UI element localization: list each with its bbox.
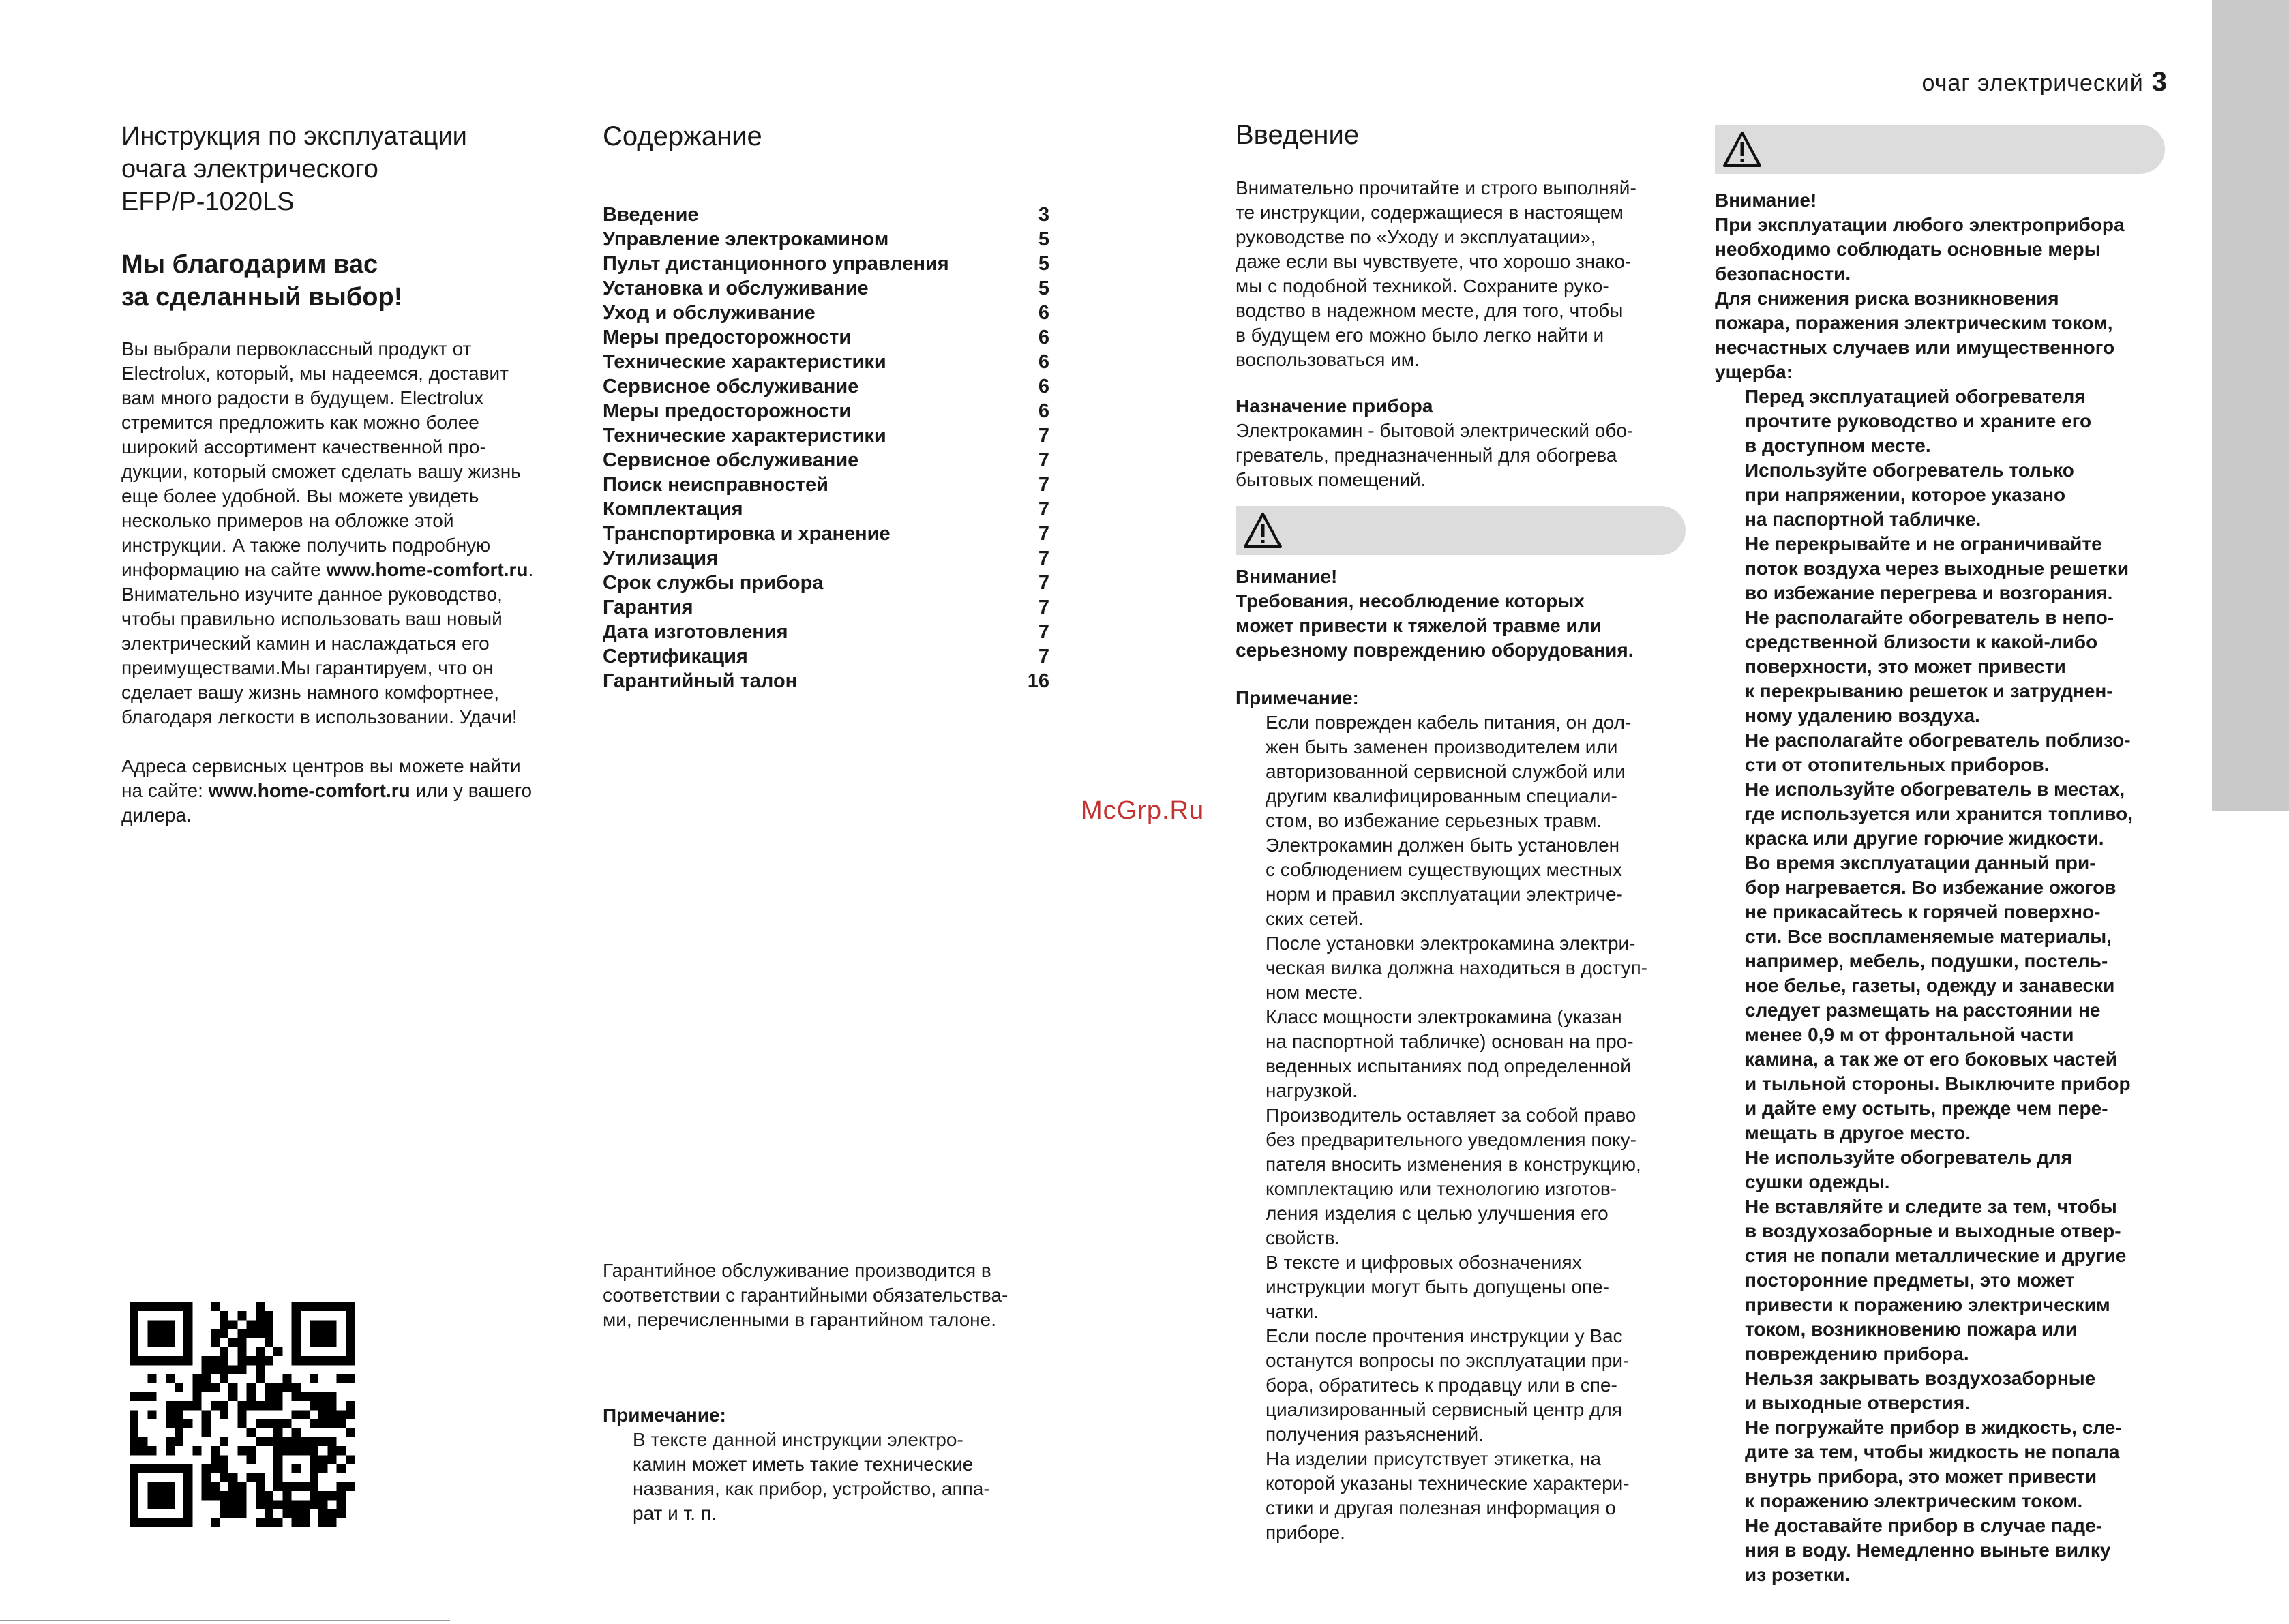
- text-line: Не используйте обогреватель для: [1745, 1147, 2072, 1168]
- text-line: и выходные отверстия.: [1745, 1392, 1970, 1413]
- toc-item-label: Меры предосторожности: [603, 327, 852, 348]
- text-line: греватель, предназначенный для обогрева: [1236, 445, 1617, 466]
- text-line: Если поврежден кабель питания, он дол-: [1266, 712, 1632, 733]
- text-line: даже если вы чувствуете, что хорошо знако-: [1236, 251, 1632, 272]
- toc-item-label: Пульт дистанционного управления: [603, 253, 949, 275]
- text-line: веденных испытаниях под определенной: [1266, 1055, 1631, 1077]
- text-line: к перекрыванию решеток и затруднен-: [1745, 680, 2113, 702]
- note-label: Примечание:: [603, 1404, 726, 1426]
- text-line: средственной близости к какой-либо: [1745, 631, 2098, 652]
- text-line: на паспортной табличке.: [1745, 509, 1981, 530]
- text-line: Электрокамин должен быть установлен: [1266, 834, 1620, 856]
- toc-item-label: Гарантия: [603, 597, 693, 618]
- text-line: поток воздуха через выходные решетки: [1745, 558, 2129, 579]
- text-line: на сайте:: [121, 780, 209, 801]
- note-items: [1236, 710, 1686, 1545]
- text-line: и дайте ему остыть, прежде чем пере-: [1745, 1098, 2108, 1119]
- text-line: ления изделия с целью улучшения его: [1266, 1203, 1609, 1224]
- text-line: соответствии с гарантийными обязательства-: [603, 1284, 1008, 1306]
- text-line: сти. Все воспламеняемые материалы,: [1745, 926, 2112, 947]
- text-punct: .: [528, 559, 534, 580]
- text-line: водство в надежном месте, для того, чтобы: [1236, 300, 1624, 321]
- purpose-block: [1236, 394, 1686, 492]
- toc-item-page: 16: [1027, 670, 1049, 692]
- text-line: в доступном месте.: [1745, 435, 1931, 456]
- thanks-line: Мы благодарим вас: [121, 250, 378, 279]
- text-line: где используется или хранится топливо,: [1745, 803, 2133, 824]
- text-line: Внимание!: [1236, 566, 1338, 587]
- toc-item-label: Срок службы прибора: [603, 572, 824, 594]
- text-line: другим квалифицированным специали-: [1266, 785, 1617, 807]
- toc-item-page: 7: [1038, 474, 1049, 496]
- text-line: После установки электрокамина электри-: [1266, 933, 1636, 954]
- toc-item[interactable]: [603, 399, 1049, 423]
- text-line: ских сетей.: [1266, 908, 1364, 929]
- text-line: не прикасайтесь к горячей поверхно-: [1745, 901, 2101, 922]
- text-line: чатки.: [1266, 1301, 1319, 1322]
- toc-item[interactable]: [603, 644, 1049, 669]
- text-line: комплектацию или технологию изготов-: [1266, 1178, 1617, 1199]
- text-line: Нельзя закрывать воздухозаборные: [1745, 1368, 2096, 1389]
- page-header: [1922, 67, 2168, 97]
- toc-item-label: Сервисное обслуживание: [603, 449, 859, 471]
- text-line: менее 0,9 м от фронтальной части: [1745, 1024, 2074, 1045]
- toc-item-label: Транспортировка и хранение: [603, 523, 891, 545]
- text-line: ному удалению воздуха.: [1745, 705, 1980, 726]
- text-line: стики и другая полезная информация о: [1266, 1497, 1616, 1518]
- doc-title-line: EFP/P-1020LS: [121, 187, 295, 216]
- text-line: чтобы правильно использовать ваш новый: [121, 608, 503, 629]
- toc-item-label: Гарантийный талон: [603, 670, 798, 692]
- text-line: Перед эксплуатацией обогревателя: [1745, 386, 2086, 407]
- warning-triangle-icon: [1722, 130, 1763, 168]
- toc-item-page: 6: [1038, 327, 1049, 348]
- toc-item-label: Дата изготовления: [603, 621, 788, 643]
- toc-title: Содержание: [603, 121, 762, 151]
- text-line: норм и правил эксплуатации электриче-: [1266, 884, 1623, 905]
- toc-item-page: 7: [1038, 572, 1049, 594]
- toc-item-label: Комплектация: [603, 498, 743, 520]
- intro-title: Введение: [1236, 120, 1360, 150]
- text-line: ми, перечисленными в гарантийном талоне.: [603, 1309, 996, 1330]
- text-line: несколько примеров на обложке этой: [121, 510, 454, 531]
- text-line: Производитель оставляет за собой право: [1266, 1104, 1636, 1126]
- text-line: Не располагайте обогреватель поблизо-: [1745, 730, 2131, 751]
- side-tab: [2212, 0, 2289, 811]
- text-line: к поражению электрическим током.: [1745, 1490, 2083, 1512]
- text-line: руководстве по «Уходу и эксплуатации»,: [1236, 226, 1596, 247]
- text-line: На изделии присутствует этикетка, на: [1266, 1448, 1601, 1469]
- text-line: Electrolux, который, мы надеемся, доставит: [121, 363, 509, 384]
- text-line: может привести к тяжелой травме или: [1236, 615, 1602, 636]
- toc-item[interactable]: [603, 252, 1049, 276]
- toc-item[interactable]: [603, 325, 1049, 350]
- text-line: Внимательно прочитайте и строго выполняй-: [1236, 177, 1636, 198]
- text-line: во избежание перегрева и возгорания.: [1745, 582, 2113, 603]
- toc-item-label: Установка и обслуживание: [603, 277, 869, 299]
- toc-item[interactable]: [603, 669, 1049, 693]
- text-line: сти от отопительных приборов.: [1745, 754, 2050, 775]
- warranty-text: [603, 1259, 1053, 1332]
- toc-item-page: 7: [1038, 547, 1049, 569]
- text-line: рат и т. п.: [633, 1503, 717, 1524]
- page-number: 3: [2151, 67, 2168, 97]
- text-line: Гарантийное обслуживание производится в: [603, 1260, 991, 1281]
- toc-item[interactable]: [603, 546, 1049, 571]
- thanks-heading: [121, 248, 571, 314]
- text-line: информацию на сайте: [121, 559, 327, 580]
- toc-item-page: 7: [1038, 449, 1049, 471]
- toc-item-label: Поиск неисправностей: [603, 474, 829, 496]
- text-line: внутрь прибора, это может привести: [1745, 1466, 2097, 1487]
- text-line: и тыльной стороны. Выключите прибор: [1745, 1073, 2131, 1094]
- text-line: авторизованной сервисной службой или: [1266, 761, 1626, 782]
- toc-item-label: Сервисное обслуживание: [603, 376, 859, 397]
- note-label: Примечание:: [1236, 687, 1359, 708]
- text-line: электрический камин и наслаждаться его: [121, 633, 490, 654]
- toc-item-page: 7: [1038, 597, 1049, 618]
- text-line: на паспортной табличке) основан на про-: [1266, 1031, 1634, 1052]
- text-line: останутся вопросы по эксплуатации при-: [1266, 1350, 1630, 1371]
- text-line: жен быть заменен производителем или: [1266, 736, 1618, 757]
- website-link[interactable]: www.home-comfort.ru: [208, 780, 410, 801]
- toc-item-page: 6: [1038, 351, 1049, 373]
- toc-item-label: Технические характеристики: [603, 351, 886, 373]
- toc-item[interactable]: [603, 202, 1049, 227]
- toc-item[interactable]: [603, 497, 1049, 522]
- toc-item-label: Введение: [603, 204, 699, 226]
- text-line: безопасности.: [1715, 263, 1851, 284]
- text-line: несчастных случаев или имущественного: [1715, 337, 2115, 358]
- text-line: приборе.: [1266, 1522, 1345, 1543]
- text-line: при напряжении, которое указано: [1745, 484, 2066, 505]
- intro-body: [1236, 176, 1686, 372]
- text-line: необходимо соблюдать основные меры: [1715, 239, 2101, 260]
- watermark: McGrp.Ru: [1081, 796, 1205, 825]
- text-line: Электрокамин - бытовой электрический обо-: [1236, 420, 1634, 441]
- text-line: ном месте.: [1266, 982, 1363, 1003]
- purpose-label: Назначение прибора: [1236, 395, 1433, 417]
- text-line: Внимание!: [1715, 190, 1817, 211]
- text-line: стом, во избежание серьезных травм.: [1266, 810, 1602, 831]
- text-line: из розетки.: [1745, 1564, 1851, 1585]
- warning-triangle-icon: [1242, 511, 1283, 550]
- toc-note: [603, 1403, 1053, 1526]
- text-line: Не перекрывайте и не ограничивайте: [1745, 533, 2102, 554]
- toc-item-page: 7: [1038, 621, 1049, 643]
- safety-lead: [1715, 188, 2165, 385]
- text-line: ное белье, газеты, одежду и занавески: [1745, 975, 2115, 996]
- text-line: Не располагайте обогреватель в непо-: [1745, 607, 2114, 628]
- toc-item[interactable]: [603, 301, 1049, 325]
- toc-item[interactable]: [603, 522, 1049, 546]
- safety-block: [1715, 188, 2165, 1587]
- text-line: стия не попали металлические и другие: [1745, 1245, 2127, 1266]
- text-line: пожара, поражения электрическим током,: [1715, 312, 2113, 333]
- text-line: бор нагревается. Во избежание ожогов: [1745, 877, 2116, 898]
- text-line: ческая вилка должна находиться в доступ-: [1266, 957, 1647, 978]
- text-line: дилера.: [121, 805, 192, 826]
- text-line: серьезному повреждению оборудования.: [1236, 640, 1634, 661]
- text-line: Если после прочтения инструкции у Вас: [1266, 1325, 1623, 1347]
- toc-item-label: Управление электрокамином: [603, 228, 889, 250]
- text-line: повреждению прибора.: [1745, 1343, 1969, 1364]
- text-line: или у вашего: [410, 780, 533, 801]
- text-line: те инструкции, содержащиеся в настоящем: [1236, 202, 1624, 223]
- toc-item-page: 7: [1038, 646, 1049, 667]
- toc-item[interactable]: [603, 472, 1049, 497]
- toc-item[interactable]: [603, 448, 1049, 472]
- note-body: [603, 1428, 1053, 1526]
- text-line: Не доставайте прибор в случае паде-: [1745, 1515, 2103, 1536]
- text-line: нагрузкой.: [1266, 1080, 1358, 1101]
- toc-item[interactable]: [603, 227, 1049, 252]
- text-line: сушки одежды.: [1745, 1171, 1890, 1192]
- text-line: мы с подобной техникой. Сохраните руко-: [1236, 275, 1609, 297]
- text-line: В тексте и цифровых обозначениях: [1266, 1252, 1582, 1273]
- thanks-line: за сделанный выбор!: [121, 283, 403, 312]
- toc-item-label: Технические характеристики: [603, 425, 886, 447]
- text-line: Адреса сервисных центров вы можете найти: [121, 755, 521, 777]
- text-line: в будущем его можно было легко найти и: [1236, 325, 1604, 346]
- intro-paragraph-2: [121, 754, 571, 828]
- text-line: стремится предложить как можно более: [121, 412, 479, 433]
- text-line: сделает вашу жизнь намного комфортнее,: [121, 682, 499, 703]
- text-line: с соблюдением существующих местных: [1266, 859, 1622, 880]
- text-line: мещать в другое место.: [1745, 1122, 1971, 1143]
- text-line: воспользоваться им.: [1236, 349, 1420, 370]
- text-line: Не вставляйте и следите за тем, чтобы: [1745, 1196, 2117, 1217]
- text-line: ущерба:: [1715, 361, 1793, 382]
- text-line: еще более удобной. Вы можете увидеть: [121, 485, 479, 507]
- text-line: краска или другие горючие жидкости.: [1745, 828, 2104, 849]
- header-title: очаг электрический: [1921, 70, 2144, 96]
- text-line: получения разъяснений.: [1266, 1424, 1484, 1445]
- text-line: названия, как прибор, устройство, аппа-: [633, 1478, 990, 1499]
- toc-item-label: Утилизация: [603, 547, 719, 569]
- intro-paragraphs: [121, 337, 571, 852]
- footer-rule: [0, 1620, 450, 1621]
- toc-item[interactable]: [603, 374, 1049, 399]
- text-line: Не используйте обогреватель в местах,: [1745, 779, 2125, 800]
- doc-title-line: Инструкция по эксплуатации: [121, 122, 467, 151]
- text-line: бора, обратитесь к продавцу или в спе-: [1266, 1374, 1617, 1396]
- toc-item-page: 5: [1038, 228, 1049, 250]
- text-line: Требования, несоблюдение которых: [1236, 590, 1585, 612]
- text-line: которой указаны технические характери-: [1266, 1473, 1630, 1494]
- text-line: следует размещать на расстоянии не: [1745, 999, 2101, 1021]
- toc-item-page: 6: [1038, 400, 1049, 422]
- toc-item-page: 7: [1038, 523, 1049, 545]
- website-link[interactable]: www.home-comfort.ru: [326, 559, 528, 580]
- intro-note: [1236, 686, 1686, 1545]
- text-line: камина, а так же от его боковых частей: [1745, 1049, 2117, 1070]
- text-line: В тексте данной инструкции электро-: [633, 1429, 963, 1450]
- warning-bar: [1715, 125, 2165, 174]
- text-line: например, мебель, подушки, постель-: [1745, 950, 2108, 972]
- text-line: инструкции. А также получить подробную: [121, 535, 491, 556]
- safety-items: [1715, 385, 2165, 1587]
- text-line: камин может иметь такие технические: [633, 1454, 974, 1475]
- toc-item-page: 7: [1038, 425, 1049, 447]
- text-line: прочтите руководство и храните его: [1745, 410, 2092, 432]
- text-line: Вы выбрали первоклассный продукт от: [121, 338, 472, 359]
- text-line: дите за тем, чтобы жидкость не попала: [1745, 1441, 2120, 1462]
- text-line: бытовых помещений.: [1236, 469, 1426, 490]
- doc-title: [121, 120, 571, 218]
- text-line: вам много радости в будущем. Electrolux: [121, 387, 484, 408]
- qr-code: [130, 1302, 355, 1527]
- text-line: ния в воду. Немедленно выньте вилку: [1745, 1539, 2111, 1561]
- toc-item[interactable]: [603, 423, 1049, 448]
- text-line: широкий ассортимент качественной про-: [121, 436, 486, 457]
- text-line: током, возникновению пожара или: [1745, 1319, 2078, 1340]
- toc-item-page: 7: [1038, 498, 1049, 520]
- text-line: При эксплуатации любого электроприбора: [1715, 214, 2125, 235]
- text-line: Класс мощности электрокамина (указан: [1266, 1006, 1622, 1027]
- text-line: Внимательно изучите данное руководство,: [121, 584, 503, 605]
- doc-title-line: очага электрического: [121, 155, 378, 183]
- text-line: Используйте обогреватель только: [1745, 460, 2074, 481]
- text-line: преимуществами.Мы гарантируем, что он: [121, 657, 494, 678]
- text-line: благодаря легкости в использовании. Удачи!: [121, 706, 518, 727]
- toc-item[interactable]: [603, 595, 1049, 620]
- toc-item-label: Меры предосторожности: [603, 400, 852, 422]
- toc-item-page: 6: [1038, 302, 1049, 324]
- warning-text: [1236, 565, 1686, 663]
- text-line: без предварительного уведомления поку-: [1266, 1129, 1636, 1150]
- warning-bar: [1236, 506, 1686, 555]
- toc-item[interactable]: [603, 571, 1049, 595]
- text-line: в воздухозаборные и выходные отвер-: [1745, 1220, 2121, 1242]
- text-line: дукции, который сможет сделать вашу жизнь: [121, 461, 521, 482]
- text-line: пателя вносить изменения в конструкцию,: [1266, 1154, 1641, 1175]
- toc-item[interactable]: [603, 620, 1049, 644]
- text-line: Во время эксплуатации данный при-: [1745, 852, 2096, 873]
- toc-list: [603, 202, 1049, 693]
- text-line: свойств.: [1266, 1227, 1341, 1248]
- intro-paragraph-1: [121, 337, 571, 730]
- toc-item-page: 5: [1038, 277, 1049, 299]
- toc-item-page: 3: [1038, 204, 1049, 226]
- toc-item-page: 5: [1038, 253, 1049, 275]
- toc-item-label: Сертификация: [603, 646, 748, 667]
- text-line: привести к поражению электрическим: [1745, 1294, 2110, 1315]
- text-line: циализированный сервисный центр для: [1266, 1399, 1622, 1420]
- toc-item-label: Уход и обслуживание: [603, 302, 816, 324]
- text-line: Для снижения риска возникновения: [1715, 288, 2059, 309]
- toc-item[interactable]: [603, 276, 1049, 301]
- text-line: инструкции могут быть допущены опе-: [1266, 1276, 1609, 1297]
- text-line: Не погружайте прибор в жидкость, сле-: [1745, 1417, 2122, 1438]
- toc-item[interactable]: [603, 350, 1049, 374]
- toc-item-page: 6: [1038, 376, 1049, 397]
- text-line: поверхности, это может привести: [1745, 656, 2066, 677]
- text-line: посторонние предметы, это может: [1745, 1269, 2075, 1291]
